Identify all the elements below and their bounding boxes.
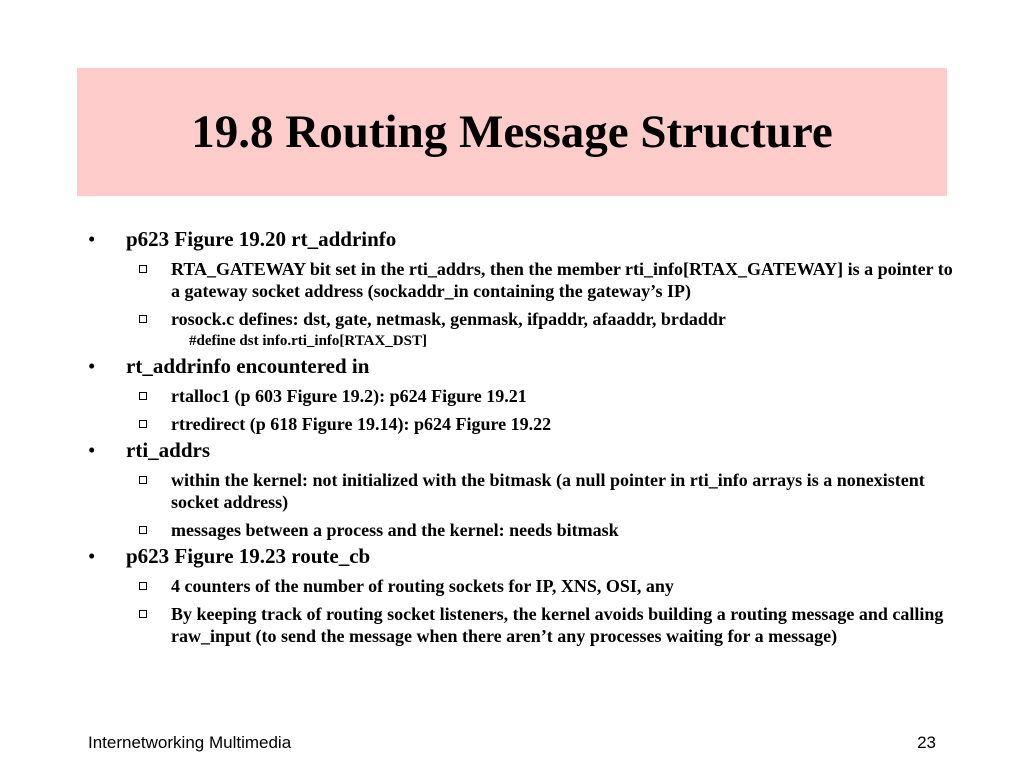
footer-course-name: Internetworking Multimedia bbox=[88, 733, 292, 752]
bullet-dot-icon: • bbox=[88, 354, 96, 378]
sub-bullet bbox=[88, 603, 958, 647]
bullet-route-cb bbox=[88, 543, 958, 569]
sub-bullet-text: within the kernel: not initialized with the bitmask (a null pointer in rti_info arrays is a nonexistent socket address) bbox=[171, 470, 925, 512]
square-bullet-icon bbox=[139, 519, 147, 541]
square-bullet-icon bbox=[139, 469, 147, 491]
bullet-encountered-in bbox=[88, 353, 958, 379]
sub-bullet bbox=[88, 519, 958, 541]
sub-bullet-text: rtredirect (p 618 Figure 19.14): p624 Figure 19.22 bbox=[171, 414, 552, 434]
bullet-dot-icon: • bbox=[88, 438, 96, 462]
slide-title: 19.8 Routing Message Structure bbox=[191, 106, 833, 158]
bullet-dot-icon: • bbox=[88, 227, 96, 251]
sub-bullet-text: RTA_GATEWAY bit set in the rti_addrs, then the member rti_info[RTAX_GATEWAY] is a pointer to a gateway socket address (sockaddr_in containing the gateway’s IP) bbox=[171, 259, 953, 301]
sub-bullet-text: rtalloc1 (p 603 Figure 19.2): p624 Figure 19.21 bbox=[171, 386, 527, 406]
square-bullet-icon bbox=[139, 575, 147, 597]
slide-body bbox=[88, 224, 958, 647]
bullet-rti-addrs bbox=[88, 437, 958, 463]
bullet-text: p623 Figure 19.20 rt_addrinfo bbox=[126, 227, 397, 251]
bullet-text: rti_addrs bbox=[126, 438, 210, 462]
bullet-dot-icon: • bbox=[88, 544, 96, 568]
code-line: #define dst info.rti_info[RTAX_DST] bbox=[189, 333, 427, 349]
square-bullet-icon bbox=[139, 603, 147, 625]
sub-bullet-text: By keeping track of routing socket listeners, the kernel avoids building a routing message and calling raw_input (to send the message when there aren’t any processes waiting for a message) bbox=[171, 604, 944, 646]
footer-page-number: 23 bbox=[917, 733, 936, 752]
sub-bullet bbox=[88, 258, 958, 302]
sub-bullet-text: 4 counters of the number of routing sockets for IP, XNS, OSI, any bbox=[171, 576, 674, 596]
square-bullet-icon bbox=[139, 385, 147, 407]
square-bullet-icon bbox=[139, 308, 147, 330]
title-band bbox=[77, 68, 947, 196]
square-bullet-icon bbox=[139, 258, 147, 280]
square-bullet-icon bbox=[139, 413, 147, 435]
bullet-text: p623 Figure 19.23 route_cb bbox=[126, 544, 371, 568]
bullet-rt-addrinfo bbox=[88, 226, 958, 252]
sub-bullet-text: rosock.c defines: dst, gate, netmask, genmask, ifpaddr, afaaddr, brdaddr bbox=[171, 309, 726, 329]
sub-bullet bbox=[88, 385, 958, 407]
bullet-text: rt_addrinfo encountered in bbox=[126, 354, 370, 378]
sub-bullet-text: messages between a process and the kernel: needs bitmask bbox=[171, 520, 619, 540]
sub-bullet bbox=[88, 575, 958, 597]
sub-bullet bbox=[88, 308, 958, 330]
sub-bullet bbox=[88, 413, 958, 435]
sub-bullet bbox=[88, 469, 958, 513]
